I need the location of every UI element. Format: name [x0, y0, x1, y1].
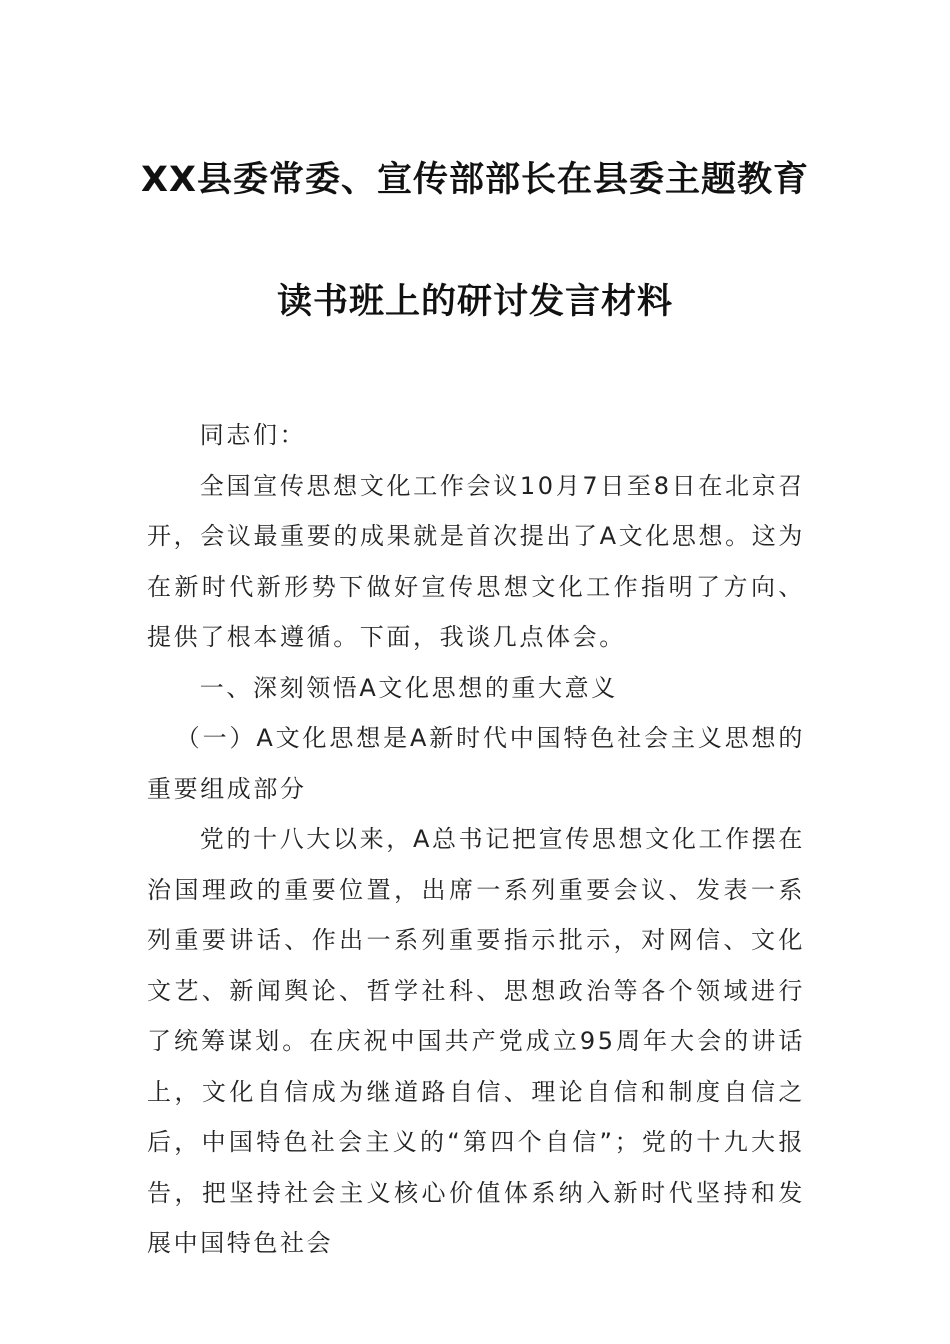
document-body: [147, 410, 805, 1269]
paragraph-body: 党的十八大以来，A总书记把宣传思想文化工作摆在治国理政的重要位置，出席一系列重要会议、发表一系列重要讲话、作出一系列重要指示批示，对网信、文化文艺、新闻舆论、哲学社科、思想政治等各个领域进行了统筹谋划。在庆祝中国共产党成立95周年大会的讲话上，文化自信成为继道路自信、理论自信和制度自信之后，中国特色社会主义的“第四个自信”；党的十九大报告，把坚持社会主义核心价值体系纳入新时代坚持和发展中国特色社会: [147, 825, 805, 1257]
paragraph-intro: 全国宣传思想文化工作会议10月7日至8日在北京召开，会议最重要的成果就是首次提出了A文化思想。这为在新时代新形势下做好宣传思想文化工作指明了方向、提供了根本遵循。下面，我谈几点体会。: [147, 471, 805, 651]
document-title-line-2: 读书班上的研讨发言材料: [276, 282, 673, 322]
salutation: 同志们：: [199, 421, 307, 449]
section-heading-1: 一、深刻领悟A文化思想的重大意义: [199, 673, 618, 702]
subsection-heading-1: （一）A文化思想是A新时代中国特色社会主义思想的重要组成部分: [147, 724, 805, 803]
document-title-line-1: XX县委常委、宣传部部长在县委主题教育: [141, 160, 809, 200]
